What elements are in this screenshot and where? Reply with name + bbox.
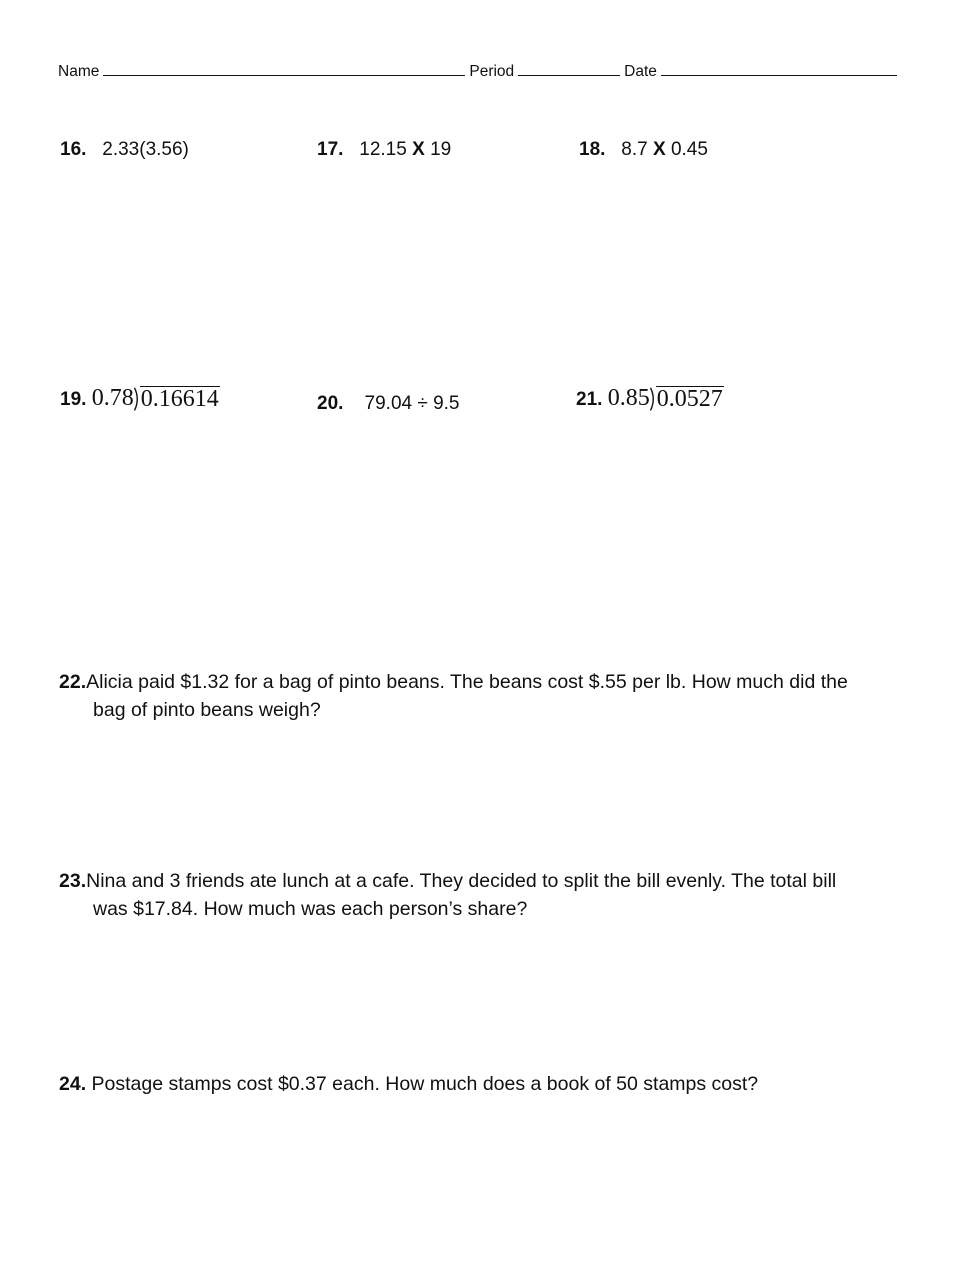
name-field-row — [58, 60, 901, 82]
problem-text-line-1: Postage stamps cost $0.37 each. How much does a book of 50 stamps cost? — [91, 1073, 759, 1095]
problem-expression: 79.04 ÷ 9.5 — [364, 393, 460, 414]
problem-number: 22. — [59, 671, 87, 693]
period-blank[interactable] — [518, 60, 620, 76]
problem-24 — [59, 1070, 939, 1098]
problem-number: 24. — [59, 1073, 87, 1095]
problem-number: 21. — [576, 389, 603, 410]
dividend: 0.16614 — [140, 386, 219, 412]
date-label: Date — [624, 63, 657, 80]
problem-number: 17. — [317, 139, 344, 160]
name-label: Name — [58, 63, 100, 80]
multiply-sign: X — [412, 139, 425, 160]
divisor: 0.78 — [91, 385, 134, 411]
name-blank[interactable] — [103, 60, 465, 76]
multiply-sign: X — [652, 139, 666, 160]
divisor: 0.85 — [607, 385, 650, 411]
division-bracket-icon — [134, 387, 140, 411]
problem-18 — [579, 138, 708, 162]
period-label: Period — [469, 63, 515, 80]
problem-16 — [60, 138, 189, 162]
long-division — [92, 384, 220, 412]
long-division — [608, 384, 724, 412]
problem-text-line-1: Nina and 3 friends ate lunch at a cafe. They decided to split the bill evenly. The total bill — [86, 870, 837, 892]
problem-22 — [59, 668, 939, 724]
problem-20 — [317, 392, 460, 416]
problem-text-line-2: was $17.84. How much was each person’s share? — [93, 898, 528, 920]
problem-expression: 2.33(3.56) — [102, 139, 189, 160]
problem-number: 19. — [60, 389, 87, 410]
problem-text-line-1: Alicia paid $1.32 for a bag of pinto beans. The beans cost $.55 per lb. How much did the — [86, 671, 848, 693]
problem-number: 23. — [59, 870, 87, 892]
operand-right: 0.45 — [670, 139, 708, 160]
dividend: 0.0527 — [656, 386, 723, 412]
problem-23 — [59, 867, 939, 923]
division-bracket-icon — [650, 387, 656, 411]
problem-number: 20. — [317, 393, 344, 414]
problem-number: 16. — [60, 139, 87, 160]
problem-number: 18. — [579, 139, 606, 160]
operand-left: 12.15 — [359, 139, 407, 160]
operand-right: 19 — [430, 139, 452, 160]
problem-21 — [576, 384, 724, 412]
problem-text-line-2: bag of pinto beans weigh? — [93, 699, 321, 721]
problem-17 — [317, 138, 451, 162]
date-blank[interactable] — [661, 60, 897, 76]
operand-left: 8.7 — [621, 139, 648, 160]
problem-19 — [60, 384, 220, 412]
